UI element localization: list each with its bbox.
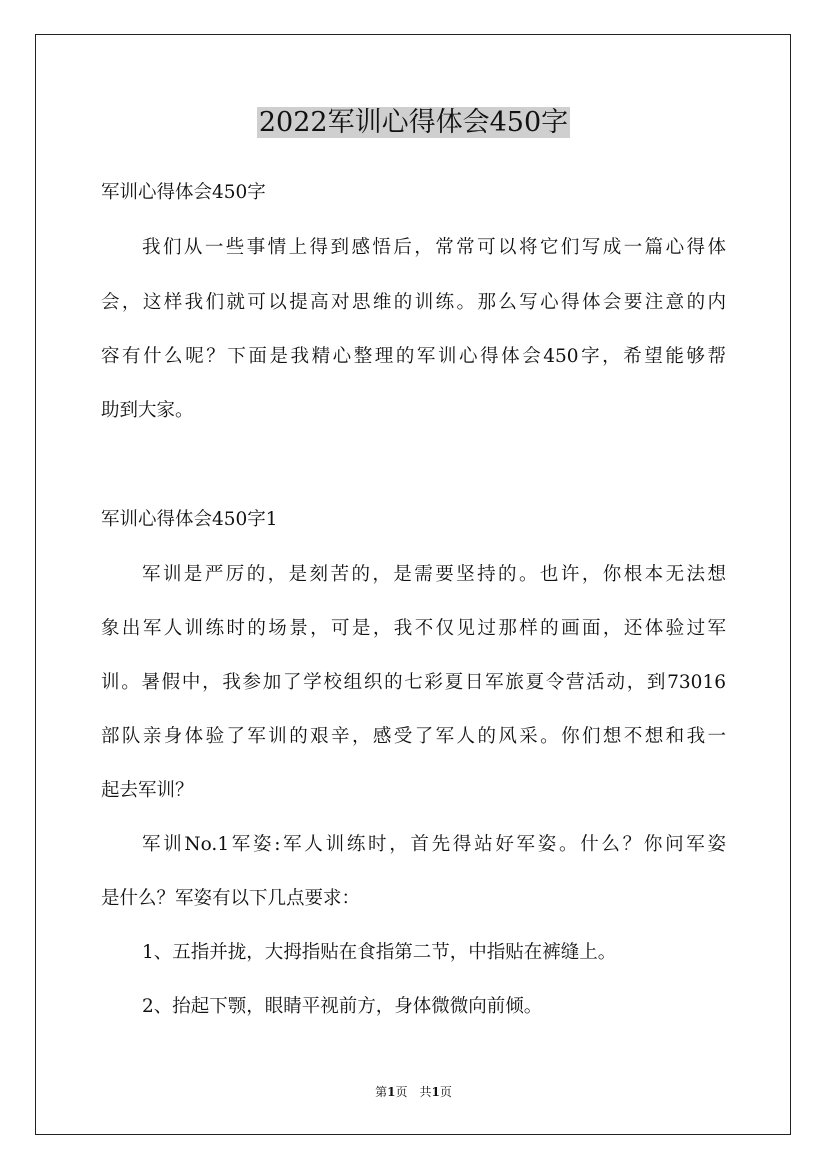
para2-line-2: 是什么？军姿有以下几点要求： xyxy=(101,888,361,909)
document-title-text: 2022军训心得体会450字 xyxy=(258,107,569,138)
footer-prefix: 第 xyxy=(375,1085,388,1099)
para1-line-3: 训。暑假中，我参加了学校组织的七彩夏日军旅夏令营活动，到73016 xyxy=(101,672,726,693)
para1-line-5: 起去军训？ xyxy=(101,780,194,801)
subheading-1: 军训心得体会450字 xyxy=(101,182,266,203)
intro-line-4: 助到大家。 xyxy=(101,400,194,421)
para1-line-1: 军训是严厉的，是刻苦的，是需要坚持的。也许，你根本无法想 xyxy=(142,564,726,585)
footer-suffix: 页 xyxy=(439,1085,452,1099)
para1-line-4: 部队亲身体验了军训的艰辛，感受了军人的风采。你们想不想和我一 xyxy=(101,726,726,747)
intro-line-1: 我们从一些事情上得到感悟后，常常可以将它们写成一篇心得体 xyxy=(142,237,726,258)
page-footer xyxy=(0,1084,827,1100)
intro-line-2: 会，这样我们就可以提高对思维的训练。那么写心得体会要注意的内 xyxy=(101,292,726,313)
footer-mid: 页 共 xyxy=(395,1085,432,1099)
para1-line-2: 象出军人训练时的场景，可是，我不仅见过那样的画面，还体验过军 xyxy=(101,618,726,639)
list-item-2: 2、抬起下颚，眼睛平视前方，身体微微向前倾。 xyxy=(142,996,543,1017)
intro-line-3: 容有什么呢？下面是我精心整理的军训心得体会450字，希望能够帮 xyxy=(101,346,726,367)
footer-total-pages: 1 xyxy=(431,1085,440,1099)
footer-current-page: 1 xyxy=(387,1085,396,1099)
list-item-1: 1、五指并拢，大拇指贴在食指第二节，中指贴在裤缝上。 xyxy=(142,942,617,963)
subheading-2: 军训心得体会450字1 xyxy=(101,509,278,530)
document-title xyxy=(0,103,827,143)
para2-line-1: 军训No.1军姿:军人训练时，首先得站好军姿。什么？你问军姿 xyxy=(142,834,726,855)
